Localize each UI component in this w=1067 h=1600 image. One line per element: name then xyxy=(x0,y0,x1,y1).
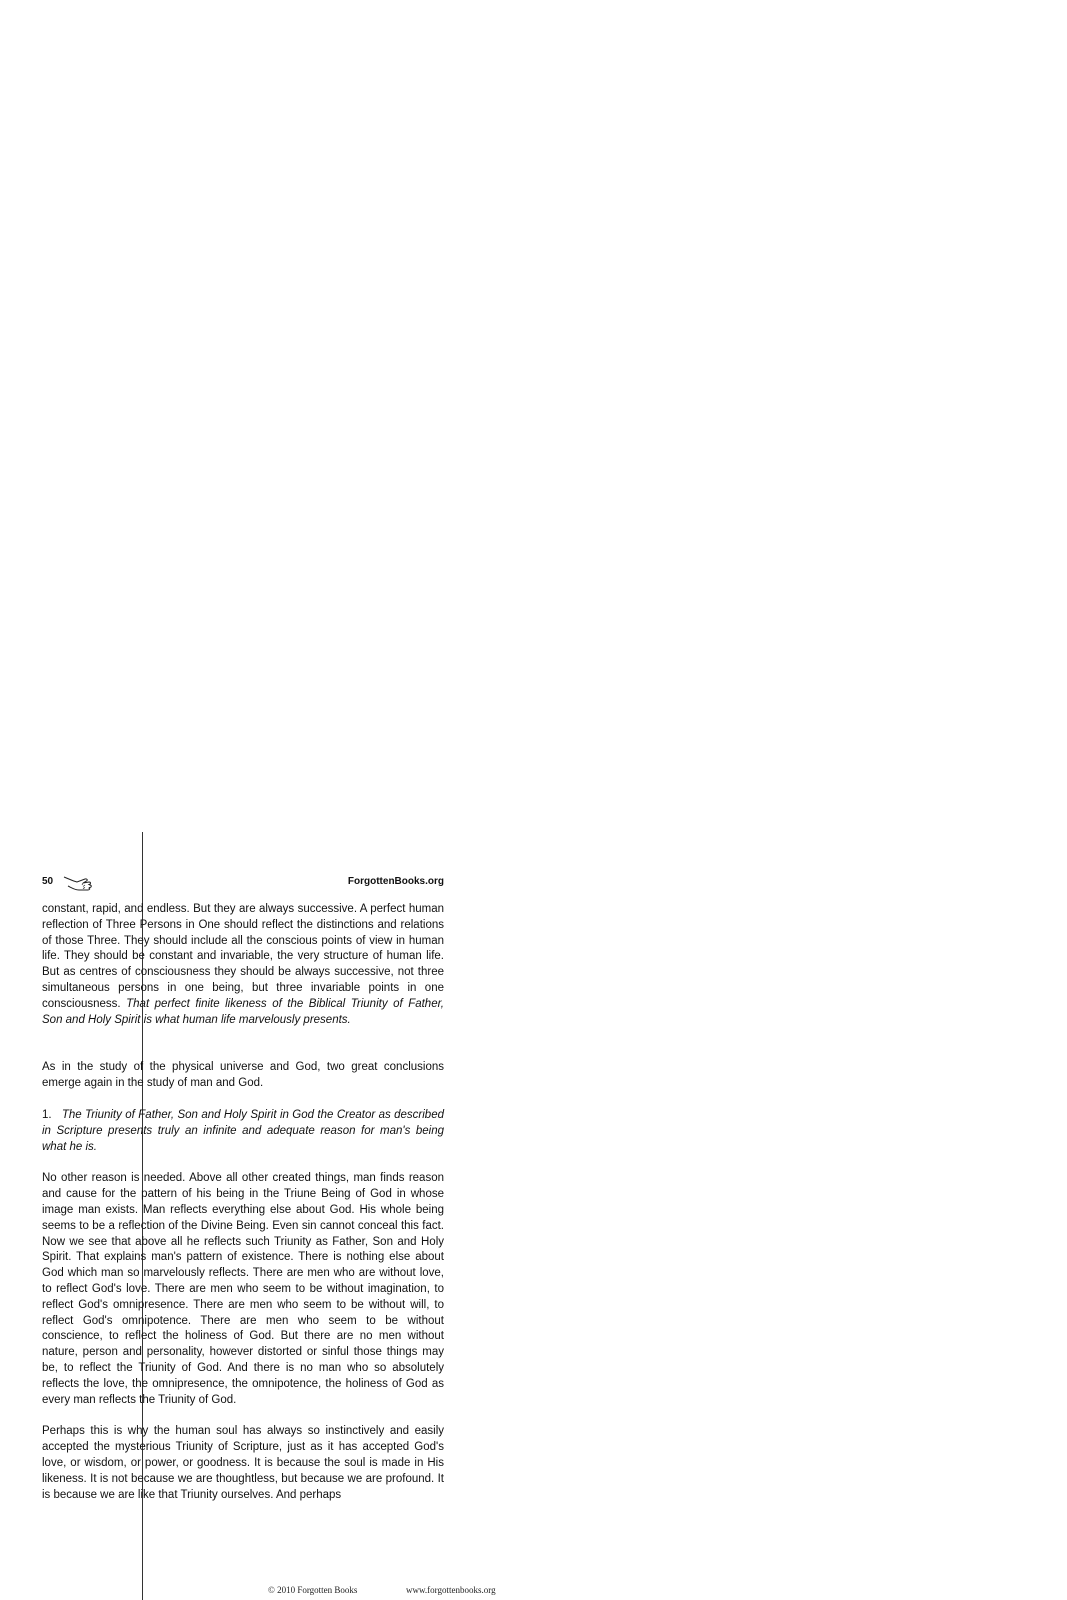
page-body xyxy=(42,902,444,1503)
conclusion-number: 1. xyxy=(42,1108,52,1121)
paragraph-5: Perhaps this is why the human soul has always so instinctively and easily accepted the mysterious Triunity of Scripture, just as it has accepted God's love, or wisdom, or power, or goodness. It is because the soul is made in His likeness. It is not because we are thoughtless, but because we are profound. It is because we are like that Triunity ourselves. And perhaps xyxy=(42,1425,444,1501)
conclusion-text: The Triunity of Father, Son and Holy Spirit in God the Creator as described in Scripture presents truly an infinite and adequate reason for man's being what he is. xyxy=(42,1108,444,1153)
footer-url: www.forgottenbooks.org xyxy=(406,1585,496,1595)
paragraph-2: As in the study of the physical universe and God, two great conclusions emerge again in the study of man and God. xyxy=(42,1061,444,1090)
paragraph-1-text: constant, rapid, and endless. But they are always successive. A perfect human reflection of Three Persons in One should reflect the distinctions and relations of those Three. They should include all the conscious points of view in human life. They should be constant and invariable, the very structure of human life. But as centres of consciousness they should be always successive, not three simultaneous persons in one being, but three invariable points in one consciousness. xyxy=(42,903,444,1010)
numbered-conclusion-1 xyxy=(42,1108,444,1155)
paragraph-1-emphasis: That perfect finite likeness of the Biblical Triunity of Father, Son and Holy Spirit is what human life marvelously presents. xyxy=(42,997,444,1026)
site-name: ForgottenBooks.org xyxy=(347,876,444,887)
page-header xyxy=(42,874,444,892)
pointing-hand-icon xyxy=(63,873,95,891)
page-number: 50 xyxy=(42,876,54,887)
footer-copyright: © 2010 Forgotten Books xyxy=(268,1585,358,1595)
paragraph-4: No other reason is needed. Above all other created things, man finds reason and cause for the pattern of his being in the Triune Being of God in whose image man exists. Man reflects everything else about God. His whole being seems to be a reflection of the Divine Being. Even sin cannot conceal this fact. Now we see that above all he reflects such Triunity as Father, Son and Holy Spirit. That explains man's pattern of existence. There is nothing else about God which man so marvelously reflects. There are men who are without love, to reflect God's love. There are men who seem to be without imagination, to reflect God's omnipresence. There are men who seem to be without will, to reflect God's omnipotence. There are men who seem to be without conscience, to reflect the holiness of God. But there are no men without nature, person and personality, however distorted or sinful those things may be, to reflect the Triunity of God. And there is no man who so absolutely reflects the love, the omnipresence, the omnipotence, the holiness of God as every man reflects the Triunity of God. xyxy=(42,1172,444,1406)
paragraph-1 xyxy=(42,902,444,1028)
